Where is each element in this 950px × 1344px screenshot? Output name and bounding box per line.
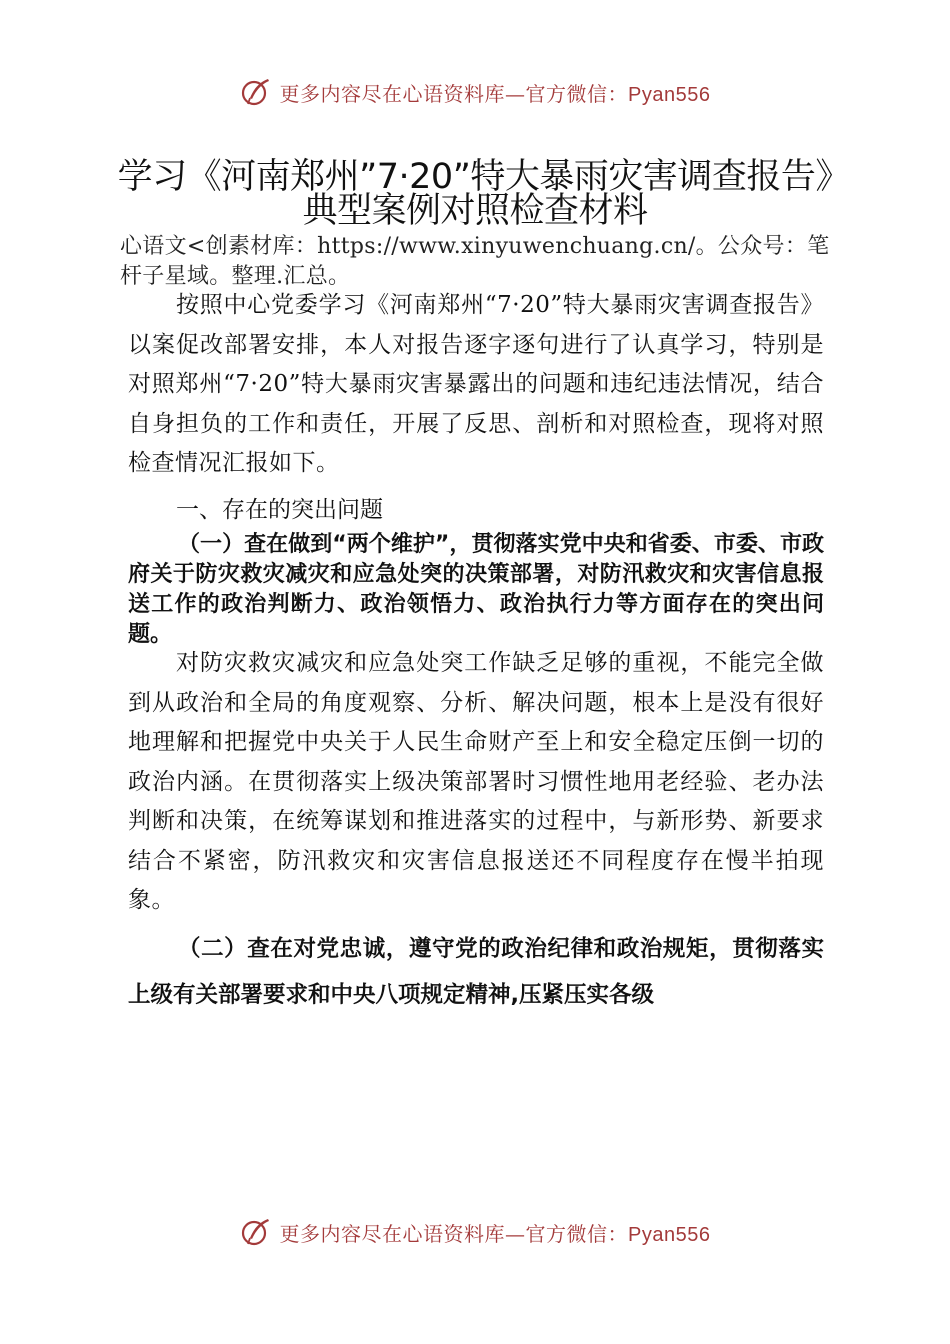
item1-heading: （一）查在做到“两个维护”，贯彻落实党中央和省委、市委、市政府关于防灾救灾减灾和应急处突的决策部署，对防汛救灾和灾害信息报送工作的政治判断力、政治领悟力、政治执行力等方面存在的突出问题。 bbox=[128, 532, 824, 647]
quill-logo-icon bbox=[240, 1216, 272, 1248]
intro-paragraph: 按照中心党委学习《河南郑州“7·20”特大暴雨灾害调查报告》以案促改部署安排，本人对报告逐字逐句进行了认真学习，特别是对照郑州“7·20”特大暴雨灾害暴露出的问题和违纪违法情况，结合自身担负的工作和责任，开展了反思、剖析和对照检查，现将对照检查情况汇报如下。 bbox=[128, 292, 824, 476]
source-note: 心语文<创素材库：https://www.xinyuwenchuang.cn/。公众号：笔杆子星域。整理.汇总。 bbox=[120, 234, 830, 289]
document-title: 学习《河南郑州”7·20”特大暴雨灾害调查报告》典型案例对照检查材料 bbox=[117, 157, 833, 231]
item2-heading: （二）查在对党忠诚，遵守党的政治纪律和政治规矩，贯彻落实上级有关部署要求和中央八项规定精神,压紧压实各级 bbox=[128, 936, 824, 1008]
header-banner bbox=[0, 72, 950, 112]
banner-text: 更多内容尽在心语资料库—官方微信：Pyan556 bbox=[279, 1221, 711, 1246]
section-heading: 一、存在的突出问题 bbox=[176, 497, 383, 523]
item1-body: 对防灾救灾减灾和应急处突工作缺乏足够的重视，不能完全做到从政治和全局的角度观察、分析、解决问题，根本上是没有很好地理解和把握党中央关于人民生命财产至上和安全稳定压倒一切的政治内涵。在贯彻落实上级决策部署时习惯性地用老经验、老办法判断和决策，在统筹谋划和推进落实的过程中，与新形势、新要求结合不紧密，防汛救灾和灾害信息报送还不同程度存在慢半拍现象。 bbox=[128, 650, 824, 913]
banner-text: 更多内容尽在心语资料库—官方微信：Pyan556 bbox=[279, 81, 711, 106]
quill-logo-icon bbox=[240, 76, 272, 108]
footer-banner bbox=[0, 1212, 950, 1252]
